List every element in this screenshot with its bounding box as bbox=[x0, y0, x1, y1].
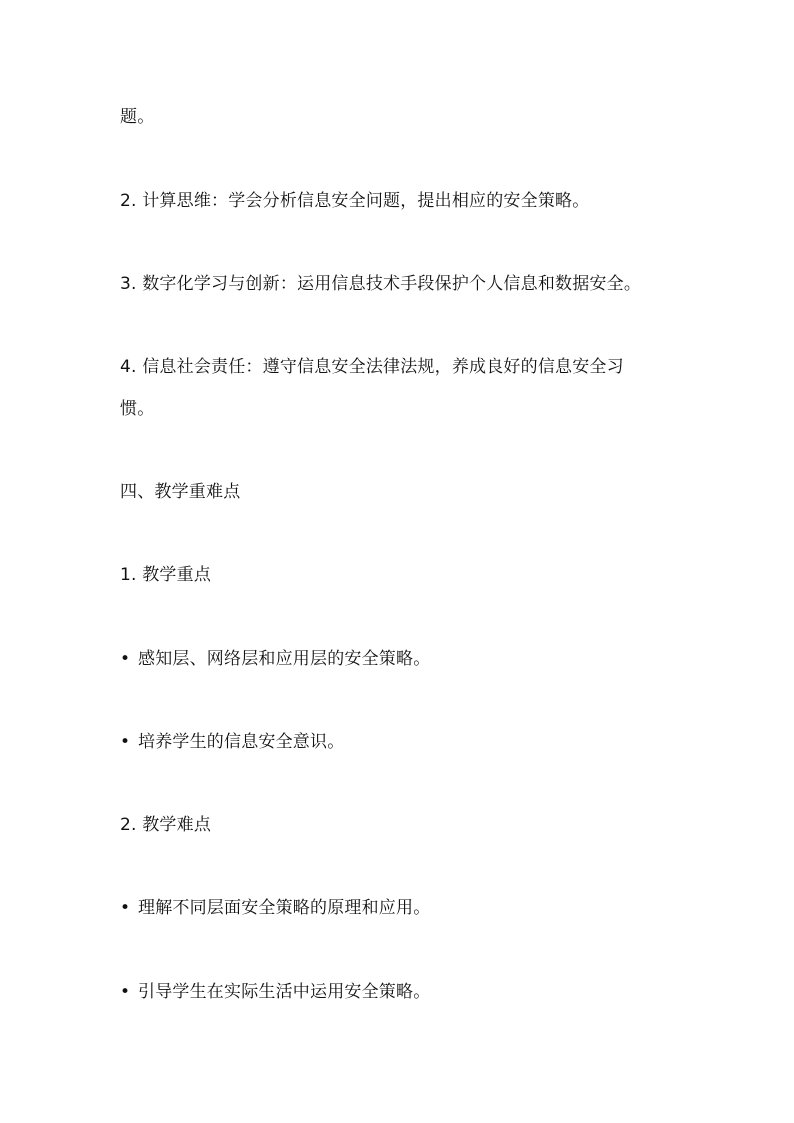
bullet-icon: • bbox=[120, 732, 131, 752]
bullet-icon: • bbox=[120, 898, 131, 918]
key-point-text: 感知层、网络层和应用层的安全策略。 bbox=[138, 649, 431, 669]
bullet-icon: • bbox=[120, 982, 131, 1002]
key-point-item bbox=[120, 647, 690, 671]
difficult-point-text: 引导学生在实际生活中运用安全策略。 bbox=[138, 982, 431, 1002]
bullet-icon: • bbox=[120, 649, 131, 669]
difficult-points-heading: 2. 教学难点 bbox=[120, 815, 212, 835]
difficult-point-item bbox=[120, 980, 690, 1004]
paragraph-continuation: 题。 bbox=[120, 107, 155, 127]
key-point-text: 培养学生的信息安全意识。 bbox=[138, 732, 345, 752]
list-item-social-responsibility: 4. 信息社会责任：遵守信息安全法律法规，养成良好的信息安全习 bbox=[120, 357, 624, 377]
list-item-social-responsibility-continuation: 惯。 bbox=[120, 399, 155, 419]
key-point-item bbox=[120, 730, 690, 754]
section-heading: 四、教学重难点 bbox=[120, 482, 241, 502]
list-item-computational-thinking: 2. 计算思维：学会分析信息安全问题，提出相应的安全策略。 bbox=[120, 191, 590, 211]
list-item-digital-learning: 3. 数字化学习与创新：运用信息技术手段保护个人信息和数据安全。 bbox=[120, 274, 642, 294]
key-points-heading: 1. 教学重点 bbox=[120, 565, 212, 585]
difficult-point-item bbox=[120, 896, 690, 920]
difficult-point-text: 理解不同层面安全策略的原理和应用。 bbox=[138, 898, 431, 918]
